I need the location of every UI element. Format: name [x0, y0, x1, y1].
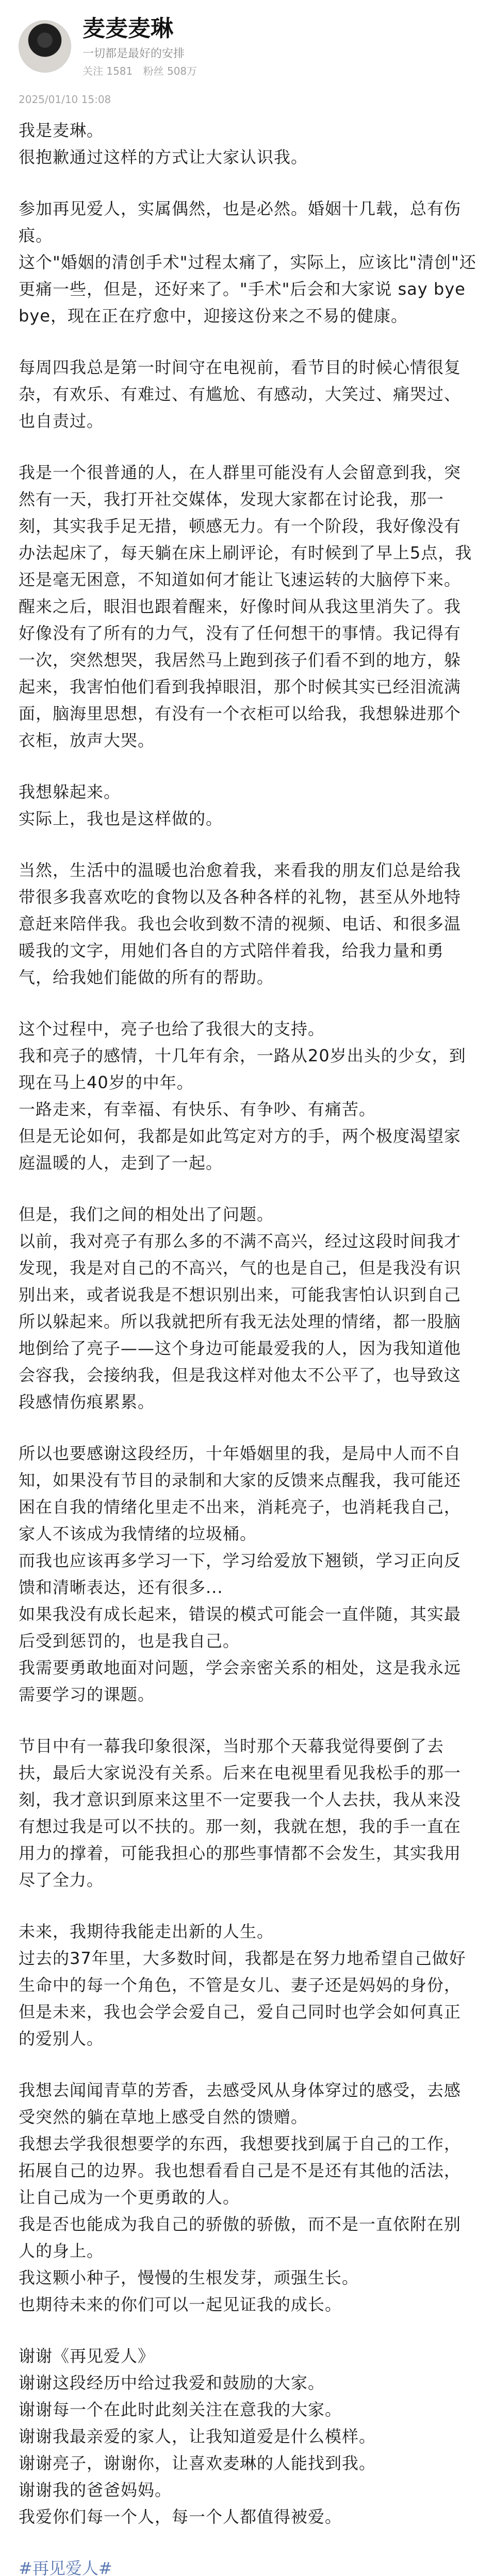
post-paragraph: 我想躲起来。 实际上，我也是这样做的。 [19, 782, 223, 828]
avatar[interactable] [19, 20, 71, 73]
author-name[interactable]: 麦麦麦琳 [82, 15, 173, 42]
post-date: 2025/01/10 15:08 [19, 93, 111, 106]
post-body [19, 117, 476, 2530]
post-paragraph: 当然，生活中的温暖也治愈着我，来看我的朋友们总是给我带很多我喜欢吃的食物以及各种各样的礼物，甚至从外地特意赶来陪伴我。我也会收到数不清的视频、电话、和很多温暖我的文字，用她们各自的方式陪伴着我，给我力量和勇气，给我她们能做的所有的帮助。 [19, 860, 461, 987]
post-paragraph: 我想去闻闻青草的芳香，去感受风从身体穿过的感受，去感受突然的躺在草地上感受自然的馈赠。 我想去学我很想要学的东西，我想要找到属于自己的工作，拓展自己的边界。我也想看看自己是不是还有其他的活法，让自己成为一个更勇敢的人。 我是否也能成为我自己的骄傲的骄傲，而不是一直依附在别人的身上。 我这颗小种子，慢慢的生根发芽，顽强生长。 也期待未来的你们可以一起见证我的成长。 [19, 2080, 461, 2314]
follower-count[interactable]: 粉丝 508万 [143, 64, 197, 77]
post-paragraph: 谢谢《再见爱人》 谢谢这段经历中给过我爱和鼓励的大家。 谢谢每一个在此时此刻关注在意我的大家。 谢谢我最亲爱的家人，让我知道爱是什么模样。 谢谢亮子，谢谢你，让喜欢麦琳的人能找到我。 谢谢我的爸爸妈妈。 我爱你们每一个人，每一个人都值得被爱。 [19, 2346, 376, 2527]
author-info [82, 15, 204, 78]
author-bio: 一切都是最好的安排 [82, 47, 185, 60]
post-header [19, 15, 476, 78]
post-paragraph: 这个过程中，亮子也给了我很大的支持。 我和亮子的感情，十几年有余，一路从20岁出头的少女，到现在马上40岁的中年。 一路走来，有幸福、有快乐、有争吵、有痛苦。 但是无论如何，我都是如此笃定对方的手，两个极度渴望家庭温暖的人，走到了一起。 [19, 1019, 466, 1173]
post-paragraph: 未来，我期待我能走出新的人生。 过去的37年里，大多数时间，我都是在努力地希望自己做好生命中的每一个角色，不管是女儿、妻子还是妈妈的身份，但是未来，我也会学会爱自己，爱自己同时也学会如何真正的爱别人。 [19, 1921, 466, 2048]
topic-tag[interactable]: #再见爱人# [19, 2558, 112, 2576]
post-paragraph: 我是一个很普通的人，在人群里可能没有人会留意到我，突然有一天，我打开社交媒体，发现大家都在讨论我，那一刻，其实我手足无措，顿感无力。有一个阶段，我好像没有办法起床了，每天躺在床上刷评论，有时候到了早上5点，我还是毫无困意，不知道如何才能让飞速运转的大脑停下来。醒来之后，眼泪也跟着醒来，好像时间从我这里消失了。我好像没有了所有的力气，没有了任何想干的事情。我记得有一次，突然想哭，我居然马上跑到孩子们看不到的地方，躲起来，我害怕他们看到我掉眼泪，那个时候其实已经泪流满面，脑海里思想，有没有一个衣柜可以给我，我想躲进那个衣柜，放声大哭。 [19, 462, 472, 750]
post-paragraph: 参加再见爱人，实属偶然，也是必然。婚姻十几载，总有伤痕。 这个"婚姻的清创手术"过程太痛了，实际上，应该比"清创"还更痛一些，但是，还好来了。"手术"后会和大家说 say byebye，现在正在疗愈中，迎接这份来之不易的健康。 [19, 198, 476, 326]
post-paragraph: 我是麦琳。 很抱歉通过这样的方式让大家认识我。 [19, 120, 308, 167]
post-paragraph: 所以也要感谢这段经历，十年婚姻里的我，是局中人而不自知，如果没有节目的录制和大家的反馈来点醒我，我可能还困在自我的情绪化里走不出来，消耗亮子，也消耗我自己，家人不该成为我情绪的垃圾桶。 而我也应该再多学习一下，学习给爱放下翘锁，学习正向反馈和清晰表达，还有很多... 如果我没有成长起来，错误的模式可能会一直伴随，其实最后受到惩罚的，也是我自己。 我需要勇敢地面对问题，学会亲密关系的相处，这是我永远需要学习的课题。 [19, 1443, 461, 1704]
post-paragraph: 但是，我们之间的相处出了问题。 以前，我对亮子有那么多的不满不高兴，经过这段时间我才发现，我是对自己的不高兴，气的也是自己，但是我没有识别出来，或者说我是不想识别出来，可能我害怕认识到自己所以躲起来。所以我就把所有我无法处理的情绪，都一股脑地倒给了亮子——这个身边可能最爱我的人，因为我知道他会容我，会接纳我，但是我这样对他太不公平了，也导致这段感情伤痕累累。 [19, 1204, 461, 1412]
author-stats [82, 63, 204, 78]
post-paragraph: 每周四我总是第一时间守在电视前，看节目的时候心情很复杂，有欢乐、有难过、有尴尬、有感动，大笑过、痛哭过、也自责过。 [19, 357, 461, 431]
following-count[interactable]: 关注 1581 [82, 64, 133, 77]
post-paragraph: 节目中有一幕我印象很深，当时那个天幕我觉得要倒了去扶，最后大家说没有关系。后来在电视里看见我松手的那一刻，我才意识到原来这里不一定要我一个人去扶，我从来没有想过我是可以不扶的。那一刻，我就在想，我的手一直在用力的撑着，可能我担心的那些事情都不会发生，其实我用尽了全力。 [19, 1736, 461, 1890]
